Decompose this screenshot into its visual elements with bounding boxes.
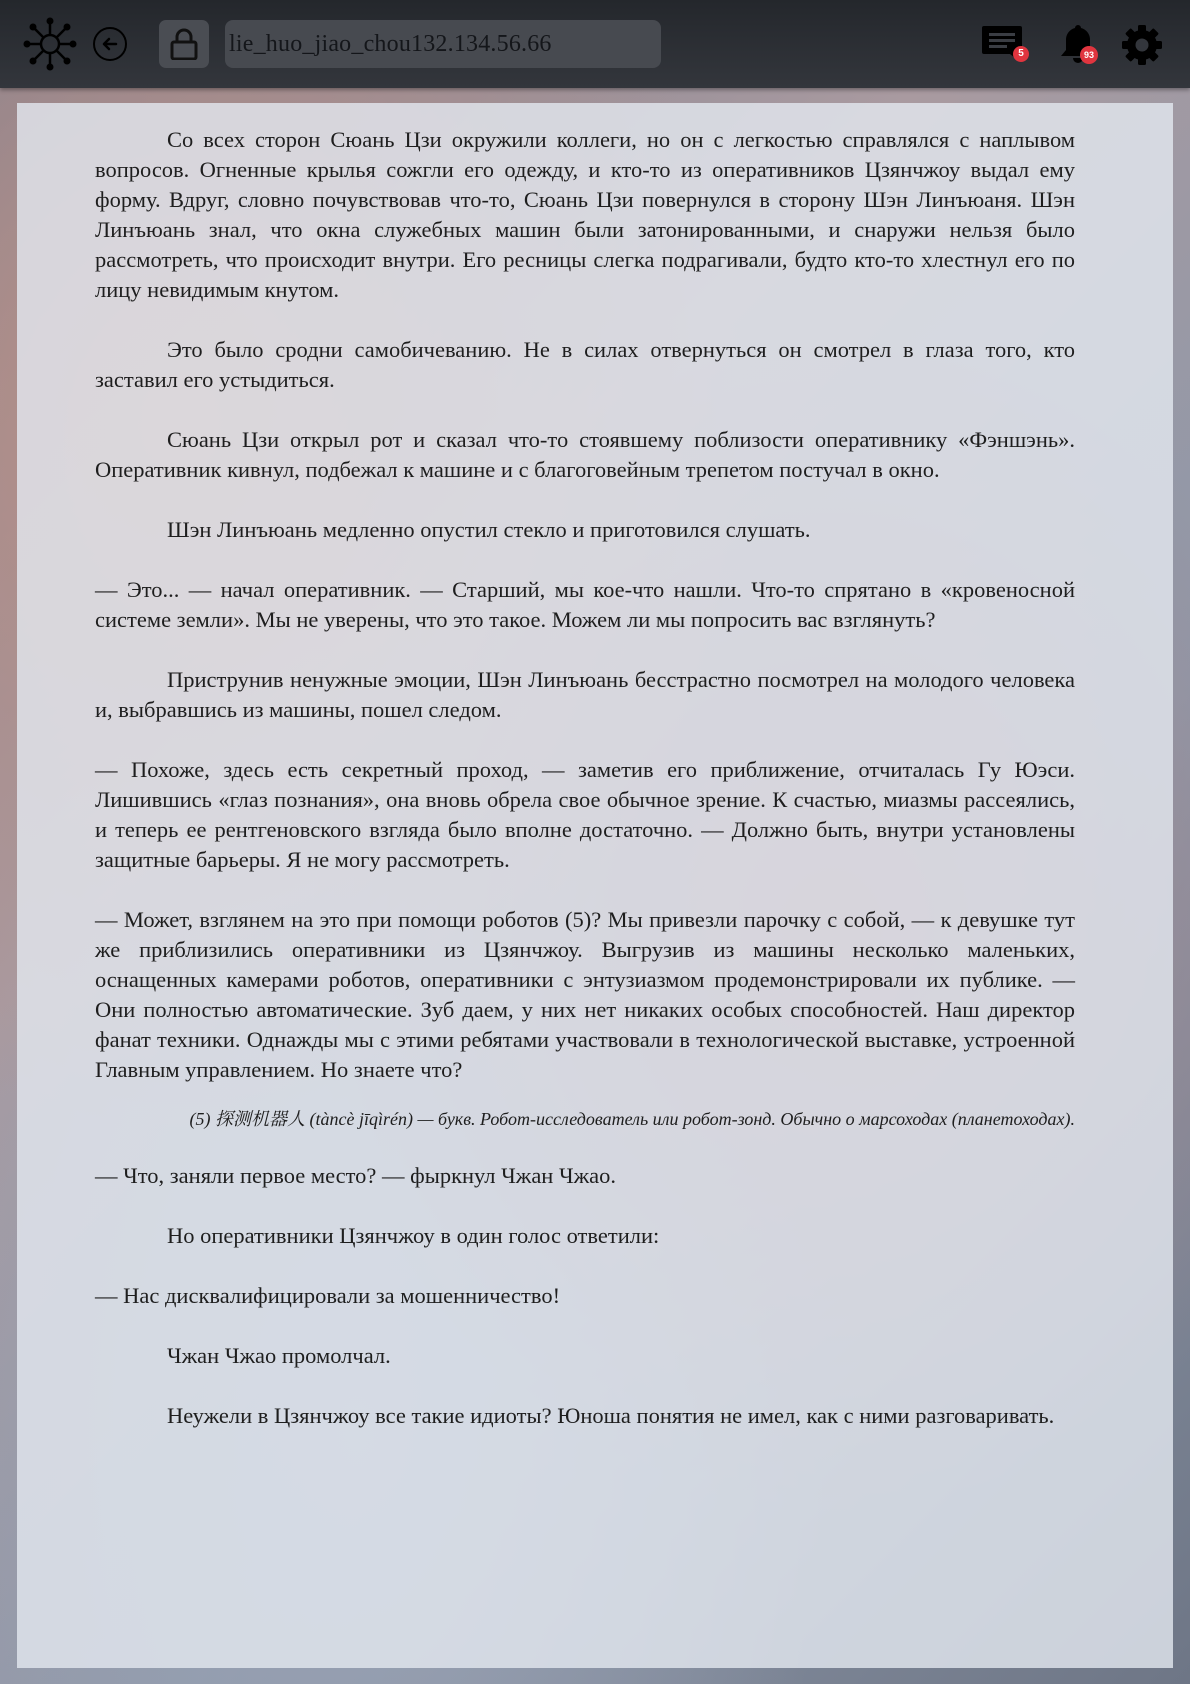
paragraph: Чжан Чжао промолчал. [167, 1343, 391, 1368]
paragraph: — Похоже, здесь есть секретный проход, — заметив его приближение, отчиталась Гу Юэси. Лишившись «глаз познания», она вновь обрела свое обычное зрение. К счастью, миазмы рассеялись, и теперь ее рентгеновского взгляда было вполне достаточно. — Должно быть, внутри установлены защитные барьеры. Я не могу рассмотреть. [95, 757, 1075, 872]
paragraph: Но оперативники Цзянчжоу в один голос ответили: [167, 1223, 660, 1248]
paragraph: Сюань Цзи открыл рот и сказал что-то стоявшему поблизости оперативнику «Фэншэнь». Оперативник кивнул, подбежал к машине и с благоговейным трепетом постучал в окно. [95, 427, 1075, 482]
footnote: (5) 探测机器人 (tàncè jīqìrén) — букв. Робот-исследователь или робот-зонд. Обычно о марсоходах (планетоходах). [189, 1109, 1075, 1129]
paragraph: Со всех сторон Сюань Цзи окружили коллеги, но он с легкостью справлялся с наплывом вопросов. Огненные крылья сожгли его одежду, и кто-то из оперативников Цзянчжоу выдал ему форму. Вдруг, словно почувствовав что-то, Сюань Цзи повернулся в сторону Шэн Линъюаня. Шэн Линъюань знал, что окна служебных машин были затонированными, и снаружи нельзя было рассмотреть, что происходит внутри. Его ресницы слегка подрагивали, будто кто-то хлестнул его по лицу невидимым кнутом. [95, 127, 1075, 302]
paragraph: Приструнив ненужные эмоции, Шэн Линъюань бесстрастно посмотрел на молодого человека и, выбравшись из машины, пошел следом. [95, 667, 1075, 722]
reader-page [17, 103, 1173, 1668]
network-logo-icon[interactable] [22, 16, 78, 72]
back-button[interactable] [93, 27, 127, 61]
settings-button[interactable] [1121, 24, 1163, 71]
paragraph: — Что, заняли первое место? — фыркнул Чжан Чжао. [95, 1163, 617, 1188]
paragraph: — Это... — начал оперативник. — Старший, мы кое-что нашли. Что-то спрятано в «кровеносной системе земли». Мы не уверены, что это такое. Можем ли мы попросить вас взглянуть? [95, 577, 1075, 632]
paragraph: Шэн Линъюань медленно опустил стекло и приготовился слушать. [167, 517, 811, 542]
lock-button[interactable] [159, 20, 209, 68]
chapter-text [95, 125, 1075, 1461]
paragraph: Это было сродни самобичеванию. Не в силах отвернуться он смотрел в глаза того, кто заставил его устыдиться. [95, 337, 1075, 392]
notifications-count-badge: 93 [1080, 46, 1098, 64]
top-toolbar [0, 0, 1190, 88]
notifications-button[interactable] [1058, 22, 1098, 71]
paragraph: — Нас дисквалифицировали за мошенничество! [95, 1283, 561, 1308]
lock-icon [170, 28, 198, 60]
messages-count-badge: 5 [1013, 46, 1029, 62]
paragraph: — Может, взглянем на это при помощи роботов (5)? Мы привезли парочку с собой, — к девушке тут же приблизились оперативники из Цзянчжоу. Выгрузив из машины несколько маленьких, оснащенных камерами роботов, оперативники с энтузиазмом продемонстрировали их публике. — Они полностью автоматические. Зуб даем, у них нет никаких особых способностей. Наш директор фанат техники. Однажды мы с этими ребятами участвовали в технологической выставке, устроенной Главным управлением. Но знаете что? [95, 907, 1075, 1082]
messages-button[interactable] [980, 22, 1028, 71]
arrow-left-icon [100, 34, 120, 54]
address-bar[interactable]: lie_huo_jiao_chou132.134.56.66 [225, 20, 661, 68]
gear-icon [1121, 24, 1163, 66]
paragraph: Неужели в Цзянчжоу все такие идиоты? Юноша понятия не имел, как с ними разговаривать. [167, 1403, 1055, 1428]
